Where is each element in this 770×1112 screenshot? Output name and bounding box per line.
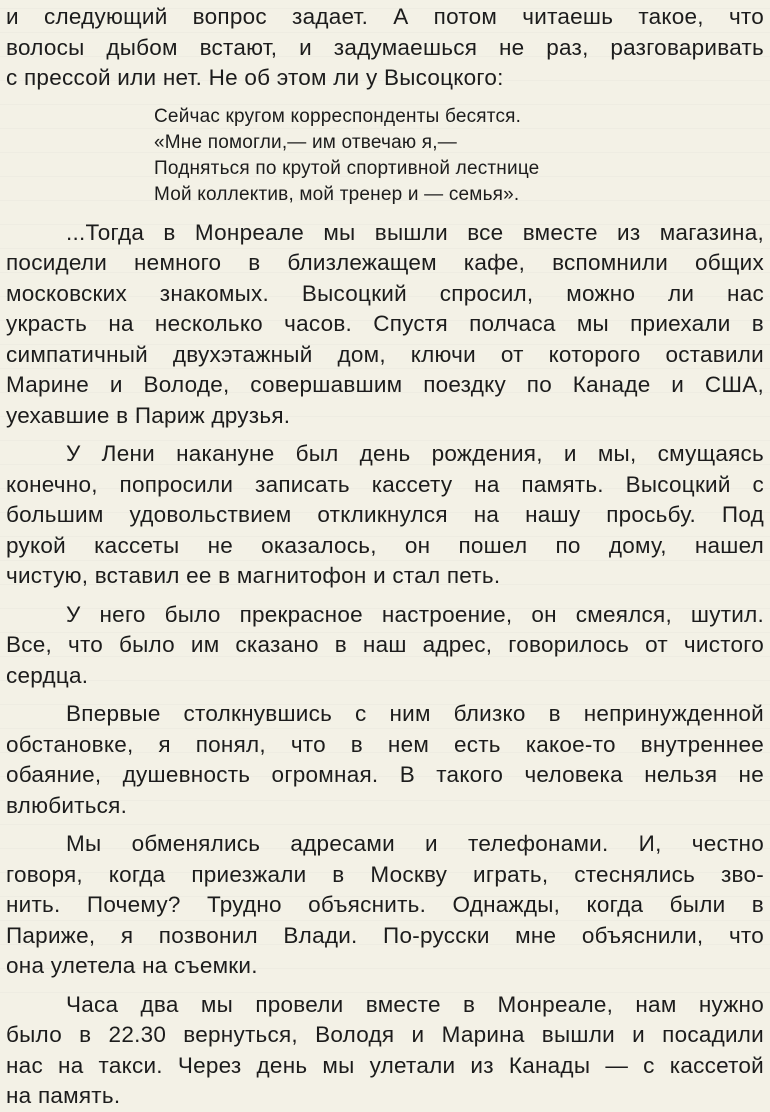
text-line: с прессой или нет. Не об этом ли у Высоцкого: xyxy=(6,65,504,90)
text-line: обстановке, я понял, что в нем есть какое-то внутреннее xyxy=(6,731,764,757)
text-line: было в 22.30 вернуться, Володя и Марина вышли и посадили xyxy=(6,1022,764,1047)
text-line: нить. Почему? Трудно объяснить. Однажды, когда были в xyxy=(6,892,764,917)
text-line: Париже, я позвонил Влади. По-русски мне объяснили, что xyxy=(6,922,764,948)
text-line: Все, что было им сказано в наш адрес, говорилось от чистого xyxy=(6,632,764,657)
text-line: волосы дыбом встают, и задумаешься не раз, разговаривать xyxy=(6,34,764,60)
text-line: ...Тогда в Монреале мы вышли все вместе из магазина, xyxy=(66,219,764,245)
paragraph-taxi xyxy=(6,990,764,1112)
text-line: Часа два мы провели вместе в Монреале, нам нужно xyxy=(66,991,764,1017)
text-line: московских знакомых. Высоцкий спросил, можно ли нас xyxy=(6,280,764,306)
text-line: Мы обменялись адресами и телефонами. И, честно xyxy=(66,831,764,856)
text-line: У Лени накануне был день рождения, и мы, смущаясь xyxy=(66,441,764,466)
text-line: конечно, попросили записать кассету на память. Высоцкий с xyxy=(6,471,764,497)
text-line: она улетела на съемки. xyxy=(6,953,258,978)
paragraph-birthday xyxy=(6,439,764,592)
text-line: рукой кассеты не оказалось, он пошел по дому, нашел xyxy=(6,532,764,558)
poem-quote xyxy=(154,104,764,208)
poem-line: «Мне помогли,— им отвечаю я,— xyxy=(154,131,457,153)
paragraph-mood xyxy=(6,600,764,692)
paragraph-addresses xyxy=(6,829,764,982)
text-line: украсть на несколько часов. Спустя полчаса мы приехали в xyxy=(6,311,764,336)
text-line: сердца. xyxy=(6,662,89,688)
text-line: чистую, вставил ее в магнитофон и стал петь. xyxy=(6,563,501,588)
poem-line: Мой коллектив, мой тренер и — семья». xyxy=(154,183,520,205)
text-line: Марине и Володе, совершавшим поездку по Канаде и США, xyxy=(6,372,764,397)
text-line: симпатичный двухэтажный дом, ключи от которого оставили xyxy=(6,341,764,367)
text-line: говоря, когда приезжали в Москву играть, стеснялись зво- xyxy=(6,861,764,887)
opening-paragraph xyxy=(6,2,764,94)
paragraph-montreal xyxy=(6,218,764,432)
text-line: нас на такси. Через день мы улетали из Канады — с кассетой xyxy=(6,1052,764,1078)
text-line: большим удовольствием откликнулся на нашу просьбу. Под xyxy=(6,502,764,527)
poem-line: Сейчас кругом корреспонденты бесятся. xyxy=(154,105,522,127)
text-line: обаяние, душевность огромная. В такого человека нельзя не xyxy=(6,762,764,787)
text-line: на память. xyxy=(6,1083,121,1108)
text-line: и следующий вопрос задает. А потом читаешь такое, что xyxy=(6,4,764,29)
text-line: Впервые столкнувшись с ним близко в непринужденной xyxy=(66,701,764,726)
text-line: У него было прекрасное настроение, он смеялся, шутил. xyxy=(66,601,764,627)
text-line: влюбиться. xyxy=(6,792,128,818)
poem-line: Подняться по крутой спортивной лестнице xyxy=(154,157,540,179)
text-line: посидели немного в близлежащем кафе, вспомнили общих xyxy=(6,250,764,275)
text-line: уехавшие в Париж друзья. xyxy=(6,402,291,428)
paragraph-first-meeting xyxy=(6,699,764,821)
